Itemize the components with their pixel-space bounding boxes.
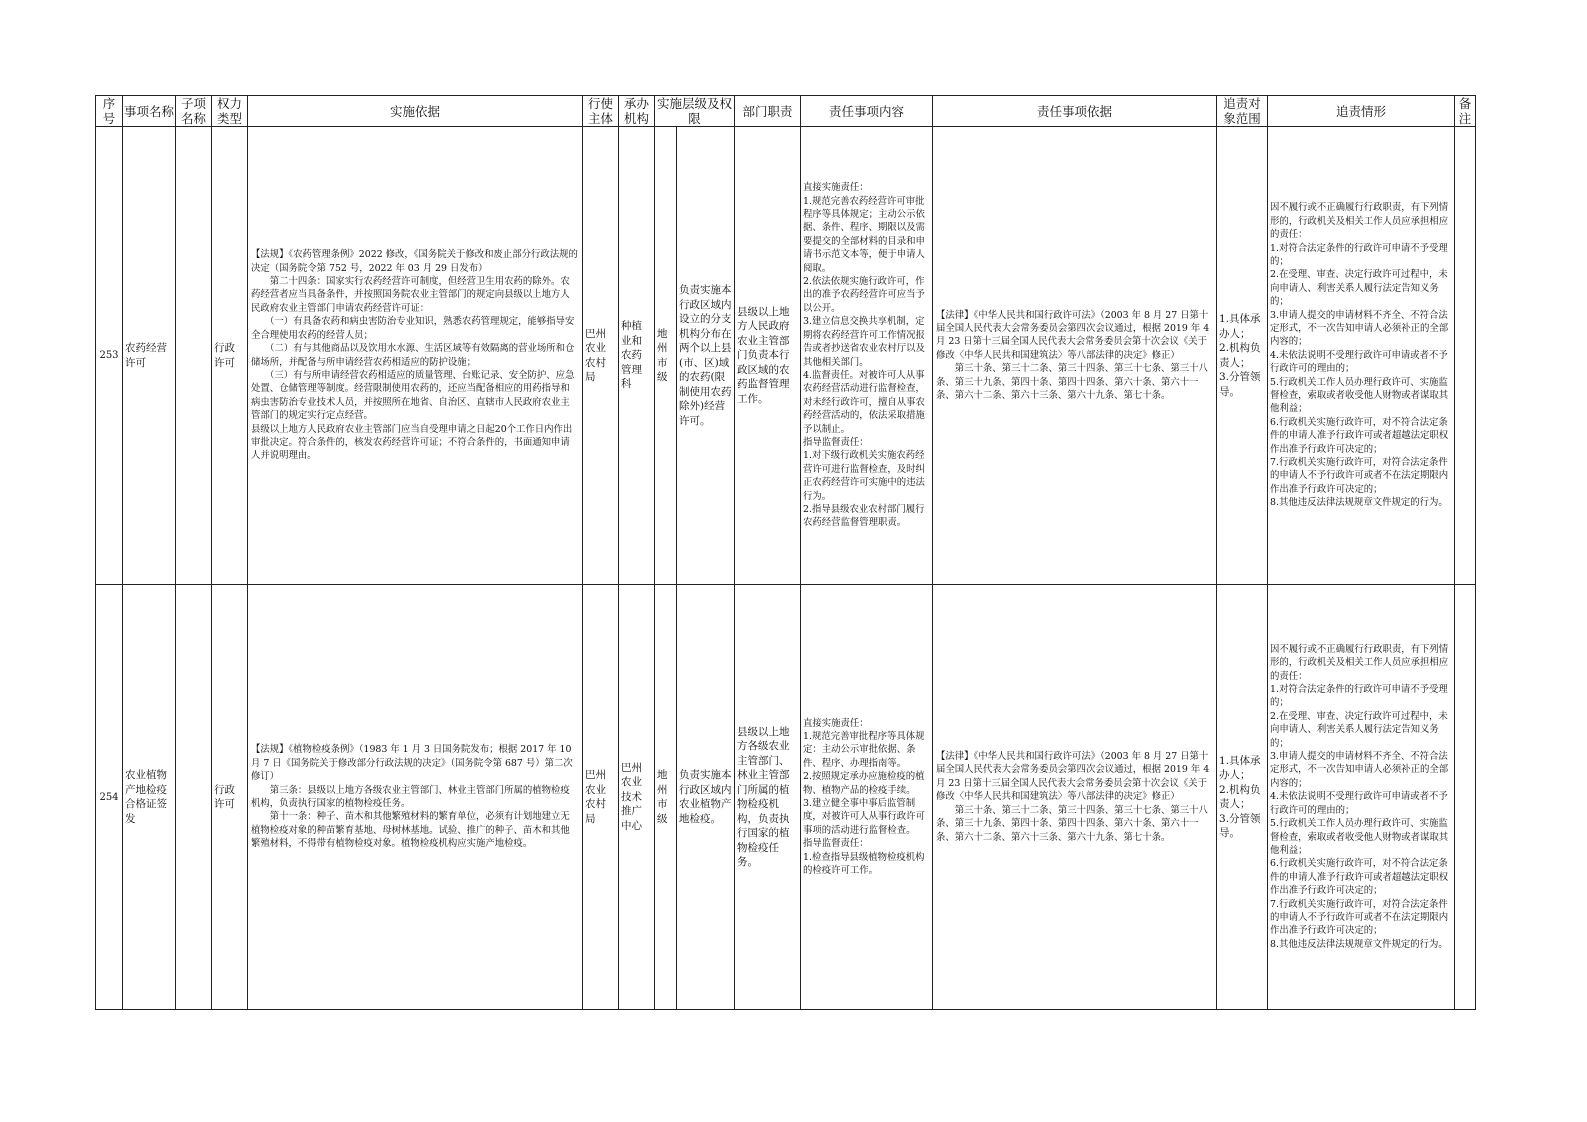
header-scope: 追责对象范围 <box>1217 96 1268 127</box>
row-level-a: 地州市级 <box>655 585 677 1010</box>
row-power-type: 行政许可 <box>212 585 248 1010</box>
row-resp-content: 直接实施责任： 1.规范完善审批程序等具体规定：主动公示审批依据、条件、程序、办理指南等。 2.按照规定承办应施检疫的植物、植物产品的检疫手续。 3.建立健全事中事后监管制度，对被许可人从事行政许可事项的活动进行监督检查。 指导监督责任： 1.检查指导县级植物检疫机构的检疫许可工作。 <box>801 585 933 1010</box>
header-situation: 追责情形 <box>1268 96 1455 127</box>
row-resp-basis: 【法律】《中华人民共和国行政许可法》（2003 年 8 月 27 日第十届全国人民代表大会常务委员会第四次会议通过，根据 2019 年 4 月 23 日第十三届全国人民代表大会常务委员会第十次会议《关于修改〈中华人民共和国建筑法〉等八部法律的决定》修正） 第三十条、第三十二条、第三十四条、第三十七条、第三十八条、第三十九条、第四十条、第四十四条、第六十条、第六十一条、第六十二条、第六十三条、第六十九条、第七十条。 <box>933 585 1217 1010</box>
header-item-name: 事项名称 <box>123 96 176 127</box>
row-agency: 种植业和农药管理科 <box>619 127 655 585</box>
row-level-a: 地州市级 <box>655 127 677 585</box>
row-subject: 巴州农业农村局 <box>583 585 619 1010</box>
row-situation: 因不履行或不正确履行行政职责，有下列情形的，行政机关及相关工作人员应承担相应的责任： 1.对符合法定条件的行政许可申请不予受理的； 2.在受理、审查、决定行政许可过程中，未向申请人、利害关系人履行法定告知义务的； 3.申请人提交的申请材料不齐全、不符合法定形式，不一次告知申请人必须补正的全部内容的； 4.未依法说明不受理行政许可申请或者不予行政许可的理由的； 5.行政机关工作人员办理行政许可、实施监督检查，索取或者收受他人财物或者谋取其他利益； 6.行政机关实施行政许可，对不符合法定条件的申请人准予行政许可或者超越法定职权作出准予行政许可决定的； 7.行政机关实施行政许可，对符合法定条件的申请人不予行政许可或者不在法定期限内作出准予行政许可决定的； 8.其他违反法律法规规章文件规定的行为。 <box>1268 127 1455 585</box>
header-seq: 序号 <box>96 96 123 127</box>
responsibility-table <box>95 95 1476 1010</box>
row-resp-basis: 【法律】《中华人民共和国行政许可法》（2003 年 8 月 27 日第十届全国人民代表大会常务委员会第四次会议通过，根据 2019 年 4 月 23 日第十三届全国人民代表大会常务委员会第十次会议《关于修改〈中华人民共和国建筑法〉等八部法律的决定》修正） 第三十条、第三十二条、第三十四条、第三十七条、第三十八条、第三十九条、第四十条、第四十四条、第六十条、第六十一条、第六十二条、第六十三条、第六十九条、第七十条。 <box>933 127 1217 585</box>
row-remark <box>1455 585 1476 1010</box>
header-power-type: 权力类型 <box>212 96 248 127</box>
row-situation: 因不履行或不正确履行行政职责，有下列情形的，行政机关及相关工作人员应承担相应的责任： 1.对符合法定条件的行政许可申请不予受理的； 2.在受理、审查、决定行政许可过程中，未向申请人、利害关系人履行法定告知义务的； 3.申请人提交的申请材料不齐全、不符合法定形式，不一次告知申请人必须补正的全部内容的； 4.未依法说明不受理行政许可申请或者不予行政许可的理由的； 5.行政机关工作人员办理行政许可、实施监督检查，索取或者收受他人财物或者谋取其他利益； 6.行政机关实施行政许可，对不符合法定条件的申请人准予行政许可或者超越法定职权作出准予行政许可决定的； 7.行政机关实施行政许可，对符合法定条件的申请人不予行政许可或者不在法定期限内作出准予行政许可决定的； 8.其他违反法律法规规章文件规定的行为。 <box>1268 585 1455 1010</box>
header-resp-basis: 责任事项依据 <box>933 96 1217 127</box>
table-row <box>96 585 1476 1010</box>
header-basis: 实施依据 <box>248 96 583 127</box>
row-duty: 县级以上地方人民政府农业主管部门负责本行政区域的农药监督管理工作。 <box>735 127 801 585</box>
row-scope: 1.具体承办人； 2.机构负责人； 3.分管领导。 <box>1217 585 1268 1010</box>
header-level: 实施层级及权限 <box>655 96 735 127</box>
row-level-b: 负责实施本行政区域内设立的分支机构分布在两个以上县(市、区)域的农药(限制使用农药除外)经营许可。 <box>677 127 735 585</box>
row-power-type: 行政许可 <box>212 127 248 585</box>
row-sub-item <box>176 585 212 1010</box>
header-agency: 承办机构 <box>619 96 655 127</box>
header-duty: 部门职责 <box>735 96 801 127</box>
row-subject: 巴州农业农村局 <box>583 127 619 585</box>
row-scope: 1.具体承办人； 2.机构负责人； 3.分管领导。 <box>1217 127 1268 585</box>
row-basis: 【法规】《农药管理条例》2022 修改，《国务院关于修改和废止部分行政法规的决定（国务院令第 752 号，2022 年 03 月 29 日发布） 第二十四条：国家实行农药经营许可制度，但经营卫生用农药的除外。农药经营者应当具备条件，并按照国务院农业主管部门的规定向县级以上地方人民政府农业主管部门申请农药经营许可证： （一）有具备农药和病虫害防治专业知识，熟悉农药管理规定，能够指导安全合理使用农药的经营人员； （二）有与其他商品以及饮用水水源、生活区域等有效隔离的营业场所和仓储场所，并配备与所申请经营农药相适应的防护设施； （三）有与所申请经营农药相适应的质量管理、台账记录、安全防护、应急处置、仓储管理等制度。经营限制使用农药的，还应当配备相应的用药指导和病虫害防治专业技术人员，并按照所在地省、自治区、直辖市人民政府农业主管部门的规定实行定点经营。 县级以上地方人民政府农业主管部门应当自受理申请之日起20个工作日内作出审批决定。符合条件的，核发农药经营许可证；不符合条件的，书面通知申请人并说明理由。 <box>248 127 583 585</box>
row-basis: 【法规】《植物检疫条例》（1983 年 1 月 3 日国务院发布；根据 2017 年 10 月 7 日《国务院关于修改部分行政法规的决定》（国务院令第 687 号）第二次修订） 第三条：县级以上地方各级农业主管部门、林业主管部门所属的植物检疫机构，负责执行国家的植物检疫任务。 第十一条：种子、苗木和其他繁殖材料的繁育单位，必须有计划地建立无植物检疫对象的种苗繁育基地、母树林基地。试验、推广的种子、苗木和其他繁殖材料，不得带有植物检疫对象。植物检疫机构应实施产地检疫。 <box>248 585 583 1010</box>
row-level-b: 负责实施本行政区域内农业植物产地检疫。 <box>677 585 735 1010</box>
row-item-name: 农药经营许可 <box>123 127 176 585</box>
row-item-name: 农业植物产地检疫合格证签发 <box>123 585 176 1010</box>
row-seq: 254 <box>96 585 123 1010</box>
header-remark: 备注 <box>1455 96 1476 127</box>
row-resp-content: 直接实施责任： 1.规范完善农药经营许可审批程序等具体规定；主动公示依据、条件、程序、期限以及需要提交的全部材料的目录和申请书示范文本等，便于申请人阅取。 2.依法依规实施行政许可，作出的准予农药经营许可应当予以公开。 3.建立信息交换共享机制，定期将农药经营许可工作情况报告或者抄送省农业农村厅以及其他相关部门。 4.监督责任。对被许可人从事农药经营活动进行监督检查，对未经行政许可，擅自从事农药经营活动的，依法采取措施予以制止。 指导监督责任： 1.对下级行政机关实施农药经营许可进行监督检查，及时纠正农药经营许可实施中的违法行为。 2.指导县级农业农村部门履行农药经营监督管理职责。 <box>801 127 933 585</box>
header-subject: 行使主体 <box>583 96 619 127</box>
row-sub-item <box>176 127 212 585</box>
header-resp-content: 责任事项内容 <box>801 96 933 127</box>
table-row <box>96 127 1476 585</box>
header-sub-item: 子项名称 <box>176 96 212 127</box>
row-remark <box>1455 127 1476 585</box>
row-duty: 县级以上地方各级农业主管部门、林业主管部门所属的植物检疫机构，负责执行国家的植物检疫任务。 <box>735 585 801 1010</box>
row-seq: 253 <box>96 127 123 585</box>
header-row <box>96 96 1476 127</box>
row-agency: 巴州农业技术推广中心 <box>619 585 655 1010</box>
